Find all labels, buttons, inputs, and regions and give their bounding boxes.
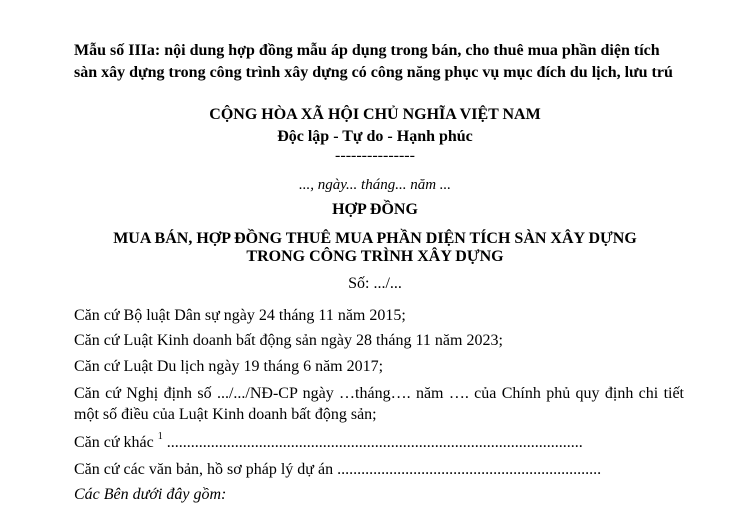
footnote-marker: 1 [157, 431, 163, 442]
national-title: CỘNG HÒA XÃ HỘI CHỦ NGHĨA VIỆT NAM [209, 106, 541, 123]
contract-subtitle-line1: MUA BÁN, HỢP ĐỒNG THUÊ MUA PHẦN DIỆN TÍCH SÀN XÂY DỰNG [113, 230, 637, 247]
project-docs-dots: .................................................................. [337, 461, 602, 478]
legal-basis-civil-code: Căn cứ Bộ luật Dân sự ngày 24 tháng 11 năm 2015; [74, 307, 406, 324]
separator-line: --------------- [335, 147, 415, 164]
form-heading: Mẫu số IIIa: nội dung hợp đồng mẫu áp dụng trong bán, cho thuê mua phần diện tích sàn xây dựng trong công trình xây dựng có công năng phục vụ mục đích du lịch, lưu trú [74, 42, 673, 81]
other-basis-dots: ........................................................................................................ [166, 434, 583, 451]
contract-number: Số: .../... [348, 275, 402, 292]
contract-title: HỢP ĐỒNG [332, 201, 418, 218]
legal-basis-tourism-law: Căn cứ Luật Du lịch ngày 19 tháng 6 năm 2017; [74, 358, 384, 375]
contract-subtitle [0, 230, 750, 266]
other-basis-label: Căn cứ khác [74, 434, 154, 451]
project-docs-label: Căn cứ các văn bản, hồ sơ pháp lý dự án [74, 461, 334, 478]
parties-intro: Các Bên dưới đây gồm: [74, 486, 227, 503]
legal-basis-decree: Căn cứ Nghị định số .../.../NĐ-CP ngày …tháng…. năm …. của Chính phủ quy định chi tiết một số điều của Luật Kinh doanh bất động sản; [74, 385, 684, 423]
legal-basis-project-docs [74, 459, 684, 480]
national-motto: Độc lập - Tự do - Hạnh phúc [277, 128, 473, 145]
legal-basis-real-estate-law: Căn cứ Luật Kinh doanh bất động sản ngày 28 tháng 11 năm 2023; [74, 332, 503, 349]
legal-basis-other [74, 432, 684, 453]
contract-subtitle-line2: TRONG CÔNG TRÌNH XÂY DỰNG [246, 248, 504, 265]
date-line: ..., ngày... tháng... năm ... [298, 177, 452, 193]
